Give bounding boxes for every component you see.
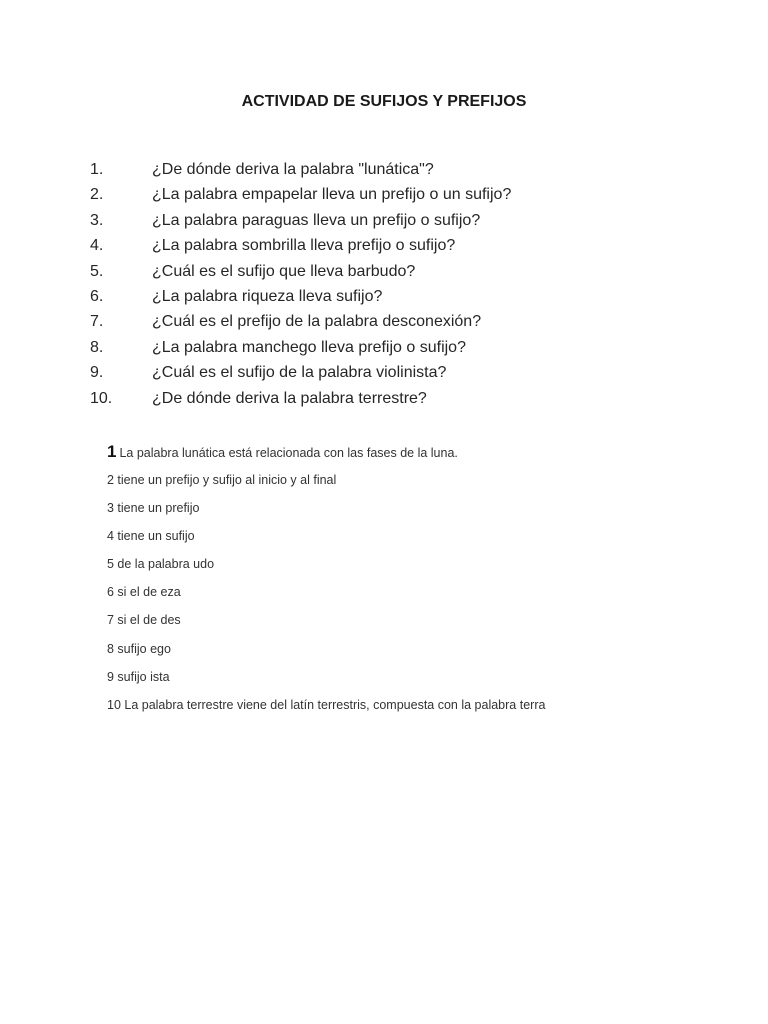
answer-text: La palabra lunática está relacionada con las fases de la luna. [119,446,458,460]
question-number: 10. [90,389,113,407]
question-item [90,284,511,309]
question-number: 1. [90,161,104,178]
question-item [90,157,511,182]
question-text: ¿Cuál es el prefijo de la palabra desconexión? [152,313,482,331]
answer-item: 6 si el de eza [107,585,181,600]
question-item [90,233,511,258]
answer-item [107,438,545,466]
answer-number: 1 [107,442,117,461]
question-text: ¿De dónde deriva la palabra terrestre? [152,389,427,407]
question-text: ¿De dónde deriva la palabra "lunática"? [152,161,434,178]
question-item [90,208,511,233]
question-text: ¿La palabra sombrilla lleva prefijo o sufijo? [152,237,456,255]
question-item [90,360,511,385]
answer-item: 9 sufijo ista [107,669,170,684]
question-number: 2. [90,186,104,204]
question-text: ¿La palabra empapelar lleva un prefijo o un sufijo? [152,186,512,204]
document-title: ACTIVIDAD DE SUFIJOS Y PREFIJOS [241,93,527,110]
question-item [90,386,511,411]
question-number: 9. [90,364,104,382]
question-item [90,309,511,334]
question-number: 3. [90,211,104,229]
question-text: ¿La palabra paraguas lleva un prefijo o sufijo? [152,211,481,229]
answer-item: 7 si el de des [107,613,181,628]
question-item [90,259,511,284]
question-text: ¿La palabra riqueza lleva sufijo? [152,287,383,305]
answer-item: 10 La palabra terrestre viene del latín terrestris, compuesta con la palabra terra [107,697,546,712]
question-text: ¿Cuál es el sufijo de la palabra violinista? [152,364,447,382]
question-item [90,335,511,360]
question-item [90,182,511,207]
answer-item: 5 de la palabra udo [107,557,215,572]
answer-item: 4 tiene un sufijo [107,529,195,544]
answer-item: 2 tiene un prefijo y sufijo al inicio y al final [107,473,337,487]
question-number: 4. [90,237,104,255]
question-number: 7. [90,313,104,331]
answer-item: 3 tiene un prefijo [107,501,200,516]
question-list [90,157,511,411]
answer-list [107,438,545,719]
answer-item: 8 sufijo ego [107,641,171,656]
question-number: 5. [90,262,104,280]
question-text: ¿Cuál es el sufijo que lleva barbudo? [152,262,416,280]
question-number: 6. [90,287,104,305]
question-text: ¿La palabra manchego lleva prefijo o sufijo? [152,338,466,356]
question-number: 8. [90,338,104,356]
